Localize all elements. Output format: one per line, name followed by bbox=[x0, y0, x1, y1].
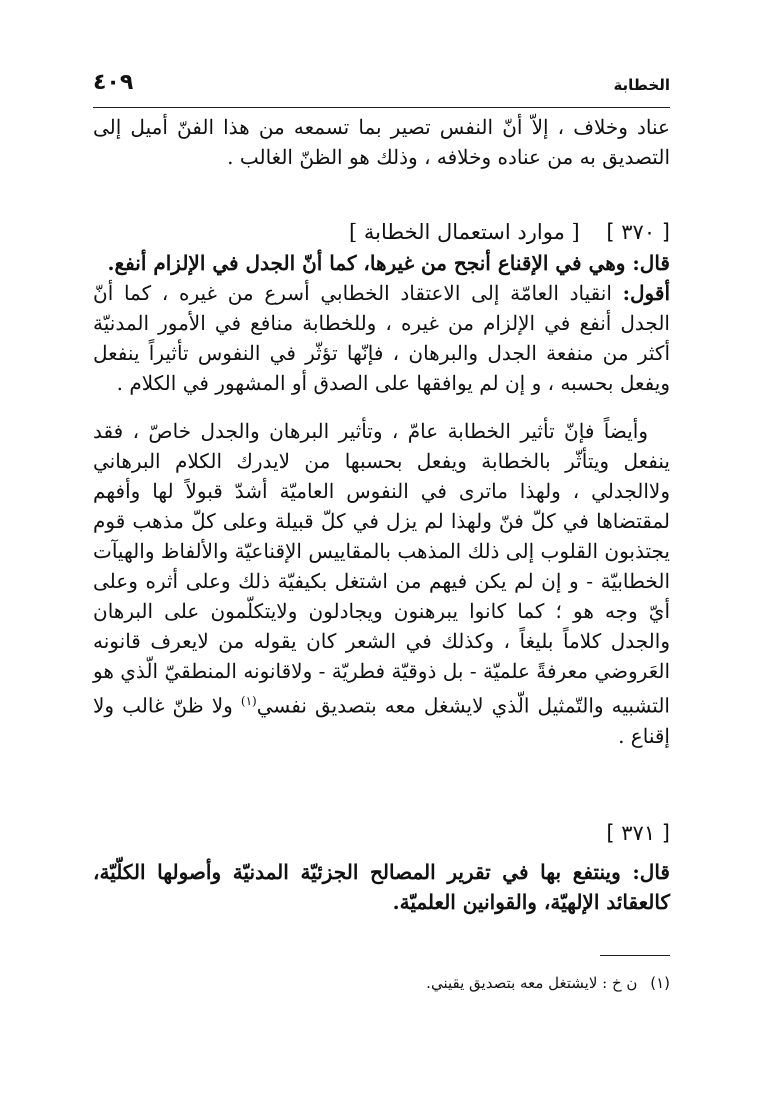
section-number-371: [ ٣٧١ ] bbox=[606, 820, 670, 845]
section-heading-371 bbox=[93, 817, 670, 849]
spacer bbox=[93, 398, 670, 416]
footnote-rule bbox=[600, 955, 670, 956]
footnote-text: ن خ : لايشتغل معه بتصديق يقيني. bbox=[426, 974, 638, 992]
page-number: ٤٠٩ bbox=[93, 70, 134, 95]
section-title-370: [ موارد استعمال الخطابة ] bbox=[348, 220, 580, 244]
qala-text: وهي في الإقناع أنجح من غيرها، كما أنّ الجدل في الإلزام أنفع. bbox=[107, 251, 626, 275]
qala-text: وينتفع بها في تقرير المصالح الجزئيّة المدنيّة وأصولها الكلّيّة، كالعقائد الإلهيّة، والقوانين العلميّة. bbox=[93, 859, 670, 914]
main-text bbox=[93, 112, 670, 917]
qala-paragraph-370 bbox=[93, 248, 670, 278]
aqulu-text: انقياد العامّة إلى الاعتقاد الخطابي أسرع من غيره ، كما أنّ الجدل أنفع في الإلزام من غيره ، وللخطابة منافع في الأمور المدنيّة أكثر من منفعة الجدل والبرهان ، فإنّها تؤثّر في النفوس تأثيراً ينفعل ويفعل بحسبه ، و إن لم يوافقها على الصدق أو المشهور في الكلام . bbox=[93, 281, 670, 395]
header-rule bbox=[93, 107, 670, 108]
qala-label: قال: bbox=[632, 251, 670, 275]
footnote-marker: (١) bbox=[650, 974, 670, 992]
aqulu-paragraph-370 bbox=[93, 278, 670, 398]
running-header bbox=[93, 70, 670, 106]
paragraph-text: وأيضاً فإنّ تأثير الخطابة عامّ ، وتأثير البرهان والجدل خاصّ ، فقد ينفعل ويتأثّر بالخطابة ويفعل بحسبها من لايدرك الكلام البرهاني ولاالجدلي ، ولهذا ماترى في النفوس العاميّة أشدّ قبولاً لها وأفهم لمقتضاها في كلّ فنّ ولهذا لم يزل في كلّ قبيلة وعلى كلّ مذهب قوم يجتذبون القلوب إلى ذلك المذهب بالمقاييس الإقناعيّة والألفاظ والهيآت الخطابيّة - و إن لم يكن فيهم من اشتغل بكيفيّة ذلك وعلى أثره وعلى أيّ وجه هو ؛ كما كانوا يبرهنون ويجادلون ولايتكلّمون على البرهان والجدل كلاماً بليغاً ، وكذلك في الشعر كان يقوله من لايعرف قانونه العَروضي معرفةً علميّة - بل ذوقيّة فطريّة - ولاقانونه المنطقيّ الّذي هو التشبيه والتّمثيل الّذي لايشغل معه بتصديق نفسي bbox=[93, 419, 671, 718]
paragraph-370-2 bbox=[93, 416, 670, 751]
footnote bbox=[93, 972, 670, 994]
section-heading-370 bbox=[93, 216, 670, 248]
spacer bbox=[93, 751, 670, 803]
qala-paragraph-371 bbox=[93, 857, 670, 917]
paragraph-text-end: ولا ظنّ غالب ولا إقناع . bbox=[93, 693, 670, 748]
section-number-370: [ ٣٧٠ ] bbox=[606, 220, 670, 244]
spacer bbox=[93, 172, 670, 202]
qala-label: قال: bbox=[632, 859, 670, 884]
running-title: الخطابة bbox=[613, 76, 670, 94]
paragraph-intro: عناد وخلاف ، إلاّ أنّ النفس تصير بما تسمعه من هذا الفنّ أميل إلى التصديق به من عناده وخلافه ، وذلك هو الظنّ الغالب . bbox=[93, 115, 670, 169]
footnote-reference[interactable]: (١) bbox=[240, 694, 257, 708]
aqulu-label: أقول: bbox=[622, 281, 671, 305]
